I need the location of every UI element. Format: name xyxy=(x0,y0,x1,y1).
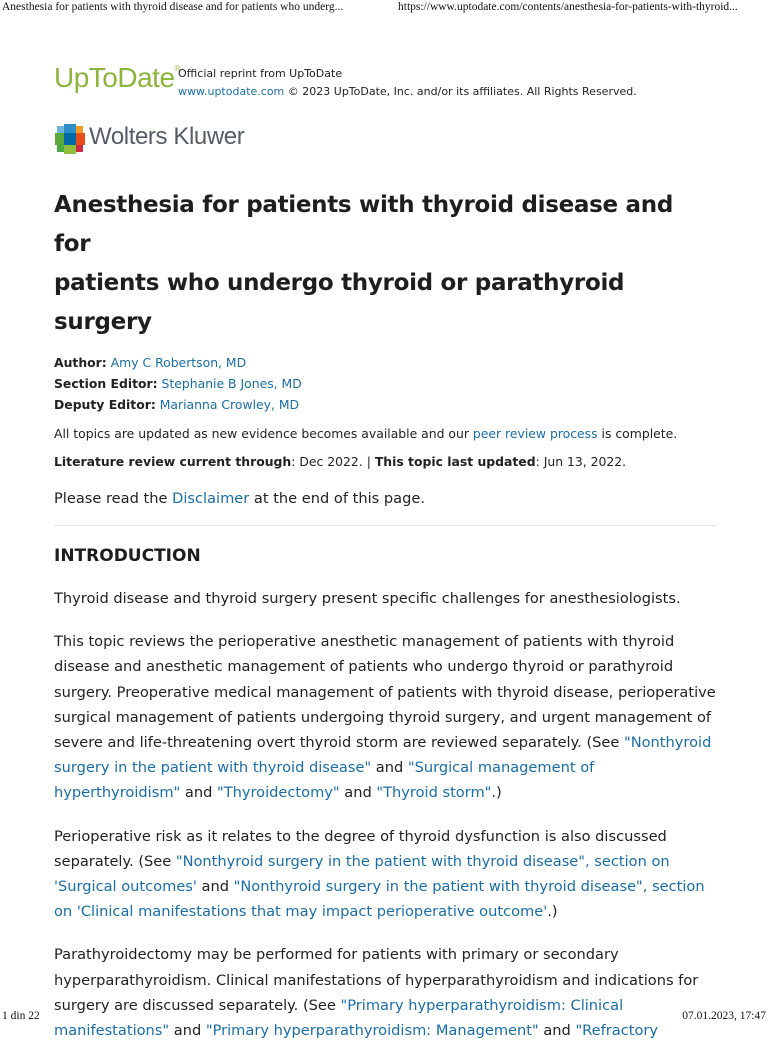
reprint-line: Official reprint from UpToDate xyxy=(178,67,343,80)
uptodate-site-link[interactable]: www.uptodate.com xyxy=(178,85,285,98)
deputy-editor-row xyxy=(54,394,716,415)
author-row xyxy=(54,352,716,373)
disclaimer-text: Please read the xyxy=(54,490,173,507)
deputy-editor-link[interactable]: Marianna Crowley, MD xyxy=(159,397,300,412)
uptodate-logo-text: UpToDate xyxy=(54,62,175,93)
link-hyperparathyroidism-management[interactable]: "Primary hyperparathyroidism: Management" xyxy=(205,1022,539,1040)
link-surgical-management-hyperthyroidism[interactable]: "Surgical management of hyperthyroidism" xyxy=(54,759,595,802)
paragraph-text: and xyxy=(169,1022,206,1040)
page-number: 1 din 22 xyxy=(2,1010,40,1022)
section-divider xyxy=(54,525,716,526)
print-header xyxy=(0,0,768,16)
lit-review-label: Literature review current through xyxy=(54,454,292,469)
notice-text: All topics are updated as new evidence becomes available and our xyxy=(54,426,473,441)
section-editor-link[interactable]: Stephanie B Jones, MD xyxy=(161,376,302,391)
author-label: Author: xyxy=(54,355,107,370)
last-updated-value: : Jun 13, 2022. xyxy=(535,454,627,469)
last-updated-label: This topic last updated xyxy=(374,454,536,469)
intro-paragraph-3 xyxy=(54,824,716,925)
article-title-line-2: patients who undergo thyroid or parathyroid surgery xyxy=(54,270,625,335)
paragraph-text: Perioperative risk as it relates to the degree of thyroid dysfunction is also discussed separately. (See xyxy=(54,827,667,870)
article-title-line-1: Anesthesia for patients with thyroid disease and for xyxy=(54,192,673,257)
copyright-line xyxy=(178,83,637,101)
lit-review-value: : Dec 2022. | xyxy=(291,454,375,469)
print-header-title: Anesthesia for patients with thyroid disease and for patients who underg... xyxy=(2,1,344,13)
disclaimer-notice xyxy=(54,488,716,510)
link-thyroidectomy[interactable]: "Thyroidectomy" xyxy=(216,784,340,802)
print-footer xyxy=(0,1009,768,1025)
brand-row xyxy=(54,58,716,110)
uptodate-logo xyxy=(54,62,180,94)
link-hyperparathyroidism-clinical[interactable]: "Primary hyperparathyroidism: Clinical manifestations" xyxy=(54,996,624,1040)
link-surgical-outcomes[interactable]: "Nonthyroid surgery in the patient with thyroid disease", section on 'Surgical outcomes' xyxy=(54,852,670,896)
deputy-editor-label: Deputy Editor: xyxy=(54,397,156,412)
registered-mark: ® xyxy=(174,64,180,73)
paragraph-text: Parathyroidectomy may be performed for patients with primary or secondary hyperparathyroidism. Clinical manifestations of hyperparathyroidism and indications for surgery are discussed separately. (See xyxy=(54,946,699,1014)
link-clinical-manifestations-outcome[interactable]: "Nonthyroid surgery in the patient with thyroid disease", section on 'Clinical manifestations that may impact perioperative outcome' xyxy=(54,878,705,921)
reprint-notice xyxy=(178,65,637,101)
link-refractory[interactable]: "Refractory xyxy=(575,1022,659,1040)
paragraph-text: and xyxy=(180,784,217,802)
introduction-heading: INTRODUCTION xyxy=(54,546,201,566)
article-content xyxy=(54,58,716,1058)
paragraph-text: and xyxy=(339,784,377,802)
intro-paragraph-4 xyxy=(54,942,716,1043)
link-thyroid-storm[interactable]: "Thyroid storm" xyxy=(376,784,492,802)
disclaimer-link[interactable]: Disclaimer xyxy=(172,490,250,507)
paragraph-text: and xyxy=(371,759,408,777)
paragraph-text: and xyxy=(196,878,234,896)
print-header-url: https://www.uptodate.com/contents/anesthesia-for-patients-with-thyroid... xyxy=(398,1,738,13)
publisher-row xyxy=(54,120,716,172)
print-datetime: 07.01.2023, 17:47 xyxy=(682,1010,766,1022)
review-dates xyxy=(54,452,716,472)
article-meta xyxy=(54,352,716,415)
intro-paragraph-2 xyxy=(54,629,716,805)
publisher-name: Wolters Kluwer xyxy=(89,123,245,150)
section-editor-row xyxy=(54,373,716,394)
disclaimer-text-end: at the end of this page. xyxy=(249,490,425,507)
peer-review-link[interactable]: peer review process xyxy=(472,426,598,441)
notice-text-end: is complete. xyxy=(597,426,678,441)
paragraph-text: This topic reviews the perioperative anesthetic management of patients with thyroid disease and anesthetic management of patients who undergo thyroid or parathyroid surgery. Preoperative medical management of patients with thyroid disease, perioperative surgical management of patients undergoing thyroid surgery, and urgent management of severe and life-threatening overt thyroid storm are reviewed separately. (See xyxy=(54,633,716,752)
article-title xyxy=(54,186,716,342)
link-nonthyroid-surgery[interactable]: "Nonthyroid surgery in the patient with thyroid disease" xyxy=(54,734,712,777)
author-link[interactable]: Amy C Robertson, MD xyxy=(110,355,247,370)
update-notice xyxy=(54,424,716,444)
paragraph-text: .) xyxy=(547,903,558,921)
wolters-kluwer-logo-icon xyxy=(54,123,86,155)
section-editor-label: Section Editor: xyxy=(54,376,158,391)
copyright-text: © 2023 UpToDate, Inc. and/or its affiliates. All Rights Reserved. xyxy=(287,85,637,98)
paragraph-text: .) xyxy=(491,784,502,802)
intro-paragraph-1: Thyroid disease and thyroid surgery present specific challenges for anesthesiologists. xyxy=(54,590,681,607)
paragraph-text: and xyxy=(538,1022,576,1040)
